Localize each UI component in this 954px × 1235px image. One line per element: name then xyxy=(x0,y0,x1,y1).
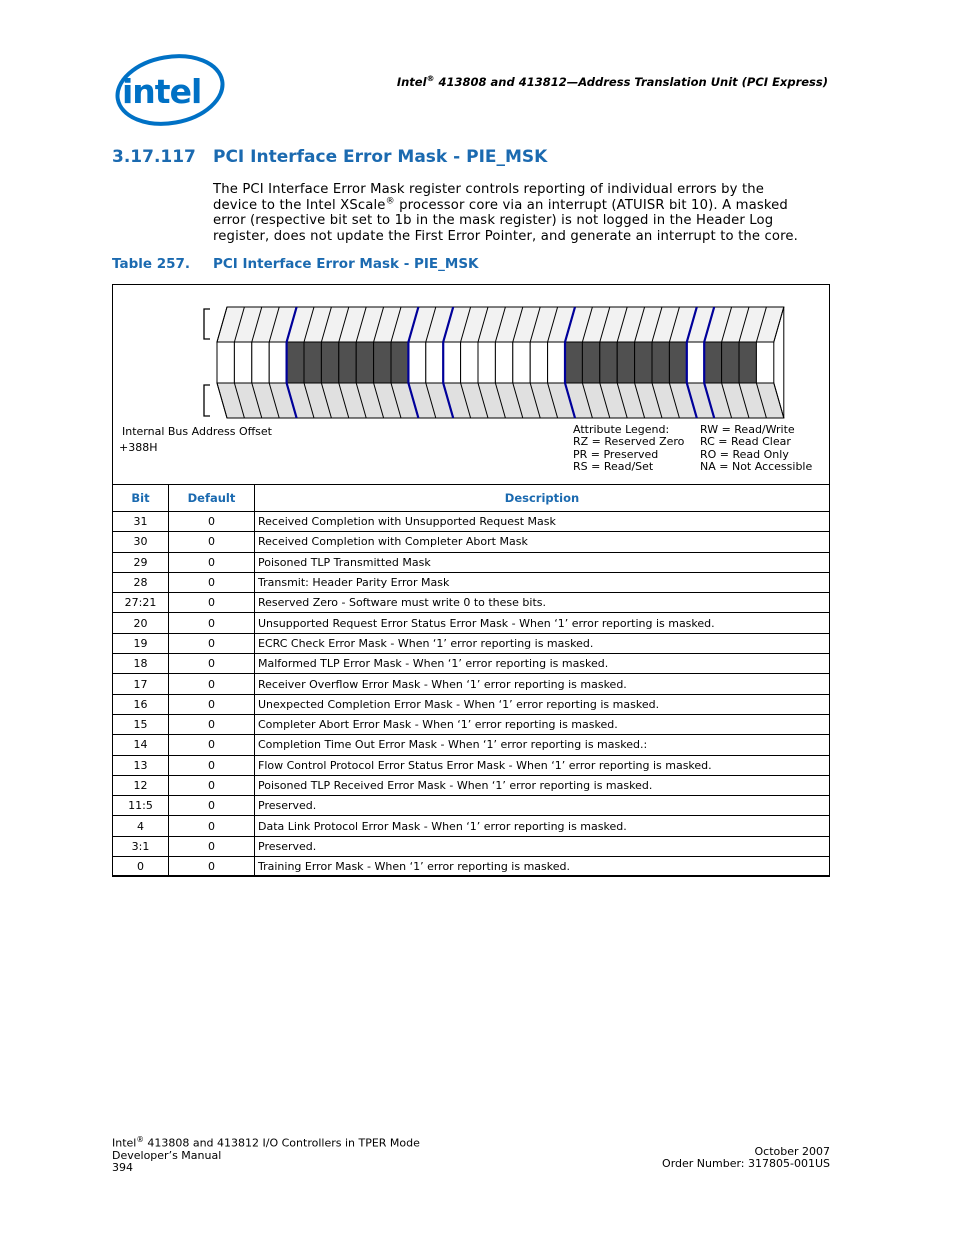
register-bit-diagram xyxy=(200,305,790,423)
cell-bit: 18 xyxy=(113,654,169,674)
table-row xyxy=(113,572,830,592)
bit-cell xyxy=(617,342,634,383)
cell-description: Transmit: Header Parity Error Mask xyxy=(255,572,830,592)
cell-description: Receiver Overflow Error Mask - When ‘1’ error reporting is masked. xyxy=(255,674,830,694)
table-row xyxy=(113,512,830,532)
bit-cell xyxy=(304,342,321,383)
table-row xyxy=(113,694,830,714)
table-row xyxy=(113,613,830,633)
cell-description: Preserved. xyxy=(255,836,830,856)
cell-bit: 3:1 xyxy=(113,836,169,856)
section-number: 3.17.117 xyxy=(112,147,196,167)
cell-bit: 20 xyxy=(113,613,169,633)
cell-bit: 30 xyxy=(113,532,169,552)
cell-description: Poisoned TLP Transmitted Mask xyxy=(255,552,830,572)
cell-bit: 16 xyxy=(113,694,169,714)
table-row xyxy=(113,857,830,877)
header-default: Default xyxy=(169,485,255,512)
cell-bit: 13 xyxy=(113,755,169,775)
cell-bit: 4 xyxy=(113,816,169,836)
bit-cell xyxy=(252,342,269,383)
legend-entry: RO = Read Only xyxy=(700,447,789,461)
bit-cell xyxy=(495,342,512,383)
bit-cell xyxy=(339,342,356,383)
cell-default: 0 xyxy=(169,857,255,877)
bit-cell xyxy=(478,342,495,383)
cell-default: 0 xyxy=(169,816,255,836)
cell-bit: 12 xyxy=(113,775,169,795)
bit-cell xyxy=(600,342,617,383)
cell-default: 0 xyxy=(169,694,255,714)
cell-default: 0 xyxy=(169,532,255,552)
table-row xyxy=(113,674,830,694)
cell-default: 0 xyxy=(169,654,255,674)
cell-default: 0 xyxy=(169,613,255,633)
cell-description: Malformed TLP Error Mask - When ‘1’ error reporting is masked. xyxy=(255,654,830,674)
cell-default: 0 xyxy=(169,593,255,613)
bit-cell xyxy=(443,342,460,383)
bit-cell xyxy=(321,342,338,383)
bit-cell xyxy=(217,342,234,383)
cell-description: Preserved. xyxy=(255,796,830,816)
bit-cell xyxy=(669,342,686,383)
table-row xyxy=(113,593,830,613)
running-header: Intel® 413808 and 413812—Address Translation Unit (PCI Express) xyxy=(396,74,828,89)
bit-cell xyxy=(548,342,565,383)
cell-default: 0 xyxy=(169,552,255,572)
table-row xyxy=(113,796,830,816)
legend-entry: RW = Read/Write xyxy=(700,423,795,436)
table-title: PCI Interface Error Mask - PIE_MSK xyxy=(213,256,479,272)
bracket-top xyxy=(204,309,210,339)
cell-default: 0 xyxy=(169,775,255,795)
bit-cell xyxy=(269,342,286,383)
bit-cell xyxy=(530,342,547,383)
bit-cell xyxy=(635,342,652,383)
cell-bit: 17 xyxy=(113,674,169,694)
address-offset-label: Internal Bus Address Offset xyxy=(122,425,272,438)
cell-default: 0 xyxy=(169,512,255,532)
table-row xyxy=(113,714,830,734)
cell-bit: 29 xyxy=(113,552,169,572)
section-heading xyxy=(112,147,547,167)
cell-default: 0 xyxy=(169,714,255,734)
intel-logo-text: intel xyxy=(122,72,202,111)
attribute-legend xyxy=(573,424,812,474)
intro-paragraph: The PCI Interface Error Mask register controls reporting of individual errors by the device to the Intel XScale® processor core via an interrupt (ATUISR bit 10). A masked error (respective bit set to 1b in the mask register) is not logged in the Header Log register, does not update the First Error Pointer, and generate an interrupt to the core. xyxy=(213,182,799,244)
table-number: Table 257. xyxy=(112,256,191,272)
bit-cell xyxy=(687,342,704,383)
bit-cell xyxy=(408,342,425,383)
table-row xyxy=(113,755,830,775)
page-number: 394 xyxy=(112,1161,133,1175)
bit-cell xyxy=(234,342,251,383)
table-row xyxy=(113,816,830,836)
bit-cell xyxy=(513,342,530,383)
address-offset-value: +388H xyxy=(119,441,158,454)
legend-entry: RS = Read/Set xyxy=(573,460,654,474)
bit-cell xyxy=(287,342,304,383)
table-row xyxy=(113,775,830,795)
legend-entry: PR = Preserved xyxy=(573,447,659,461)
section-title: PCI Interface Error Mask - PIE_MSK xyxy=(213,147,548,167)
table-caption xyxy=(112,256,479,272)
bit-cell xyxy=(704,342,721,383)
cell-default: 0 xyxy=(169,796,255,816)
bit-cell xyxy=(461,342,478,383)
cell-bit: 28 xyxy=(113,572,169,592)
cell-description: Completion Time Out Error Mask - When ‘1’ error reporting is masked.: xyxy=(255,735,830,755)
footer-left: Intel® 413808 and 413812 I/O Controllers in TPER Mode Developer’s Manual 394 xyxy=(112,1135,420,1175)
cell-default: 0 xyxy=(169,735,255,755)
cell-description: Poisoned TLP Received Error Mask - When ‘1’ error reporting is masked. xyxy=(255,775,830,795)
cell-description: Received Completion with Unsupported Request Mask xyxy=(255,512,830,532)
legend-entry: RC = Read Clear xyxy=(700,435,791,449)
header-description: Description xyxy=(255,485,830,512)
cell-description: Training Error Mask - When ‘1’ error reporting is masked. xyxy=(255,857,830,877)
bit-cell xyxy=(426,342,443,383)
cell-description: Flow Control Protocol Error Status Error Mask - When ‘1’ error reporting is masked. xyxy=(255,755,830,775)
table-row xyxy=(113,633,830,653)
cell-default: 0 xyxy=(169,755,255,775)
cell-description: Received Completion with Completer Abort Mask xyxy=(255,532,830,552)
bit-cell xyxy=(722,342,739,383)
bit-cell xyxy=(565,342,582,383)
cell-default: 0 xyxy=(169,633,255,653)
bit-cell xyxy=(652,342,669,383)
bit-cell xyxy=(582,342,599,383)
legend-title: Attribute Legend: xyxy=(573,423,670,436)
footer-date: October 2007 xyxy=(754,1145,830,1158)
cell-bit: 27:21 xyxy=(113,593,169,613)
header-bit: Bit xyxy=(113,485,169,512)
cell-description: Unexpected Completion Error Mask - When ‘1’ error reporting is masked. xyxy=(255,694,830,714)
cell-default: 0 xyxy=(169,674,255,694)
legend-entry: RZ = Reserved Zero xyxy=(573,435,685,449)
cell-description: Completer Abort Error Mask - When ‘1’ error reporting is masked. xyxy=(255,714,830,734)
cell-bit: 19 xyxy=(113,633,169,653)
bit-cell xyxy=(391,342,408,383)
cell-default: 0 xyxy=(169,836,255,856)
bit-cell xyxy=(374,342,391,383)
footer-right xyxy=(662,1146,830,1171)
cell-bit: 0 xyxy=(113,857,169,877)
bit-cell xyxy=(756,342,773,383)
bit-cell xyxy=(739,342,756,383)
intel-logo xyxy=(108,48,228,130)
cell-bit: 14 xyxy=(113,735,169,755)
table-row xyxy=(113,654,830,674)
table-header-row xyxy=(113,485,830,512)
table-row xyxy=(113,552,830,572)
table-row xyxy=(113,836,830,856)
cell-bit: 11:5 xyxy=(113,796,169,816)
legend-entry: NA = Not Accessible xyxy=(700,460,813,474)
cell-description: ECRC Check Error Mask - When ‘1’ error reporting is masked. xyxy=(255,633,830,653)
cell-bit: 31 xyxy=(113,512,169,532)
cell-description: Data Link Protocol Error Mask - When ‘1’ error reporting is masked. xyxy=(255,816,830,836)
register-bit-table xyxy=(112,484,830,877)
cell-default: 0 xyxy=(169,572,255,592)
cell-description: Reserved Zero - Software must write 0 to these bits. xyxy=(255,593,830,613)
cell-bit: 15 xyxy=(113,714,169,734)
table-row xyxy=(113,532,830,552)
cell-description: Unsupported Request Error Status Error Mask - When ‘1’ error reporting is masked. xyxy=(255,613,830,633)
footer-order-number: Order Number: 317805-001US xyxy=(662,1157,830,1171)
bracket-bottom xyxy=(204,385,210,416)
bit-cell xyxy=(356,342,373,383)
table-row xyxy=(113,735,830,755)
